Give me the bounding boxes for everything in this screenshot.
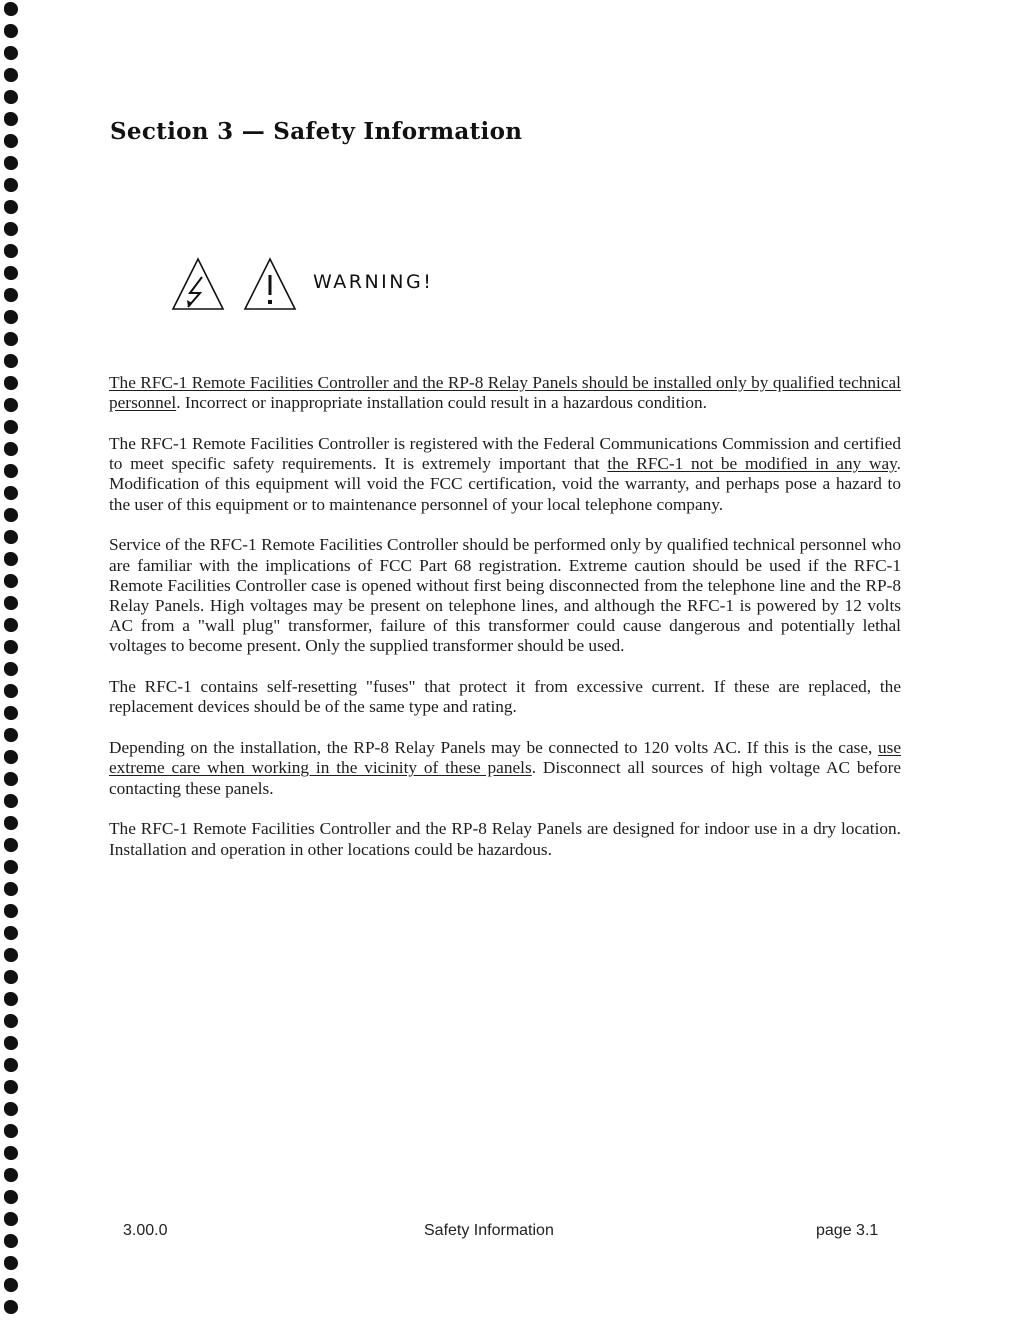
page-title: Section 3 — Safety Information [110,118,523,145]
binding-holes [0,0,28,1320]
binding-hole [4,970,18,984]
binding-hole [4,376,18,390]
binding-hole [4,1300,18,1314]
binding-hole [4,618,18,632]
binding-hole [4,46,18,60]
paragraph-text: Service of the RFC-1 Remote Facilities Controller should be performed only by qualified technical personnel who are familiar with the implications of FCC Part 68 registration. Extreme caution should be used if the RFC-1 Remote Facilities Controller case is opened without first being disconnected from the telephone line and the RP-8 Relay Panels. High voltages may be present on telephone lines, and although the RFC-1 is powered by 12 volts AC from a "wall plug" transformer, failure of this transformer could cause dangerous and potentially lethal voltages to become present. Only the supplied transformer should be used. [109,535,901,656]
caution-exclamation-icon [242,255,298,313]
binding-hole [4,1036,18,1050]
binding-hole [4,24,18,38]
binding-hole [4,1212,18,1226]
electrical-hazard-icon [170,255,226,313]
body-text [109,373,901,880]
binding-hole [4,222,18,236]
binding-hole [4,156,18,170]
binding-hole [4,838,18,852]
footer-version: 3.00.0 [123,1222,168,1239]
underlined-text: use extreme care when working in the vicinity of these panels [109,738,901,778]
binding-hole [4,772,18,786]
binding-hole [4,750,18,764]
binding-hole [4,442,18,456]
binding-hole [4,266,18,280]
binding-hole [4,1234,18,1248]
binding-hole [4,1146,18,1160]
binding-hole [4,508,18,522]
binding-hole [4,948,18,962]
binding-hole [4,662,18,676]
binding-hole [4,178,18,192]
binding-hole [4,904,18,918]
paragraph-text: . Incorrect or inappropriate installation could result in a hazardous condition. [176,393,707,413]
binding-hole [4,1058,18,1072]
binding-hole [4,1124,18,1138]
binding-hole [4,332,18,346]
binding-hole [4,640,18,654]
paragraph-text: The RFC-1 contains self-resetting "fuses" that protect it from excessive current. If these are replaced, the replacement devices should be of the same type and rating. [109,677,901,717]
binding-hole [4,596,18,610]
binding-hole [4,1278,18,1292]
binding-hole [4,530,18,544]
body-paragraph [109,677,901,717]
binding-hole [4,1080,18,1094]
paragraph-text: . Modification of this equipment will void the FCC certification, void the warranty, and perhaps pose a hazard to the user of this equipment or to maintenance personnel of your local telephone company. [109,454,901,514]
binding-hole [4,420,18,434]
underlined-text: The RFC-1 Remote Facilities Controller and the RP-8 Relay Panels should be installed only by qualified technical personnel [109,373,901,413]
binding-hole [4,1168,18,1182]
binding-hole [4,1102,18,1116]
body-paragraph [109,373,901,413]
binding-hole [4,728,18,742]
paragraph-text: Depending on the installation, the RP-8 Relay Panels may be connected to 120 volts AC. If this is the case, [109,738,878,758]
binding-hole [4,486,18,500]
underlined-text: the RFC-1 not be modified in any way [607,454,897,474]
binding-hole [4,574,18,588]
footer-section: Safety Information [424,1222,554,1239]
binding-hole [4,112,18,126]
body-paragraph [109,738,901,799]
binding-hole [4,1190,18,1204]
binding-hole [4,684,18,698]
binding-hole [4,90,18,104]
binding-hole [4,68,18,82]
paragraph-text: The RFC-1 Remote Facilities Controller is registered with the Federal Communications Commission and certified to meet specific safety requirements. It is extremely important that [109,434,901,474]
binding-hole [4,310,18,324]
binding-hole [4,354,18,368]
paragraph-text: . Disconnect all sources of high voltage AC before contacting these panels. [109,758,902,798]
body-paragraph [109,819,901,859]
warning-label: WARNING! [313,271,434,293]
binding-hole [4,816,18,830]
binding-hole [4,882,18,896]
binding-hole [4,244,18,258]
binding-hole [4,860,18,874]
footer-page-number: page 3.1 [816,1222,879,1239]
binding-hole [4,552,18,566]
binding-hole [4,706,18,720]
binding-hole [4,794,18,808]
binding-hole [4,398,18,412]
binding-hole [4,1256,18,1270]
binding-hole [4,2,18,16]
binding-hole [4,134,18,148]
body-paragraph [109,535,901,656]
binding-hole [4,1014,18,1028]
body-paragraph [109,434,901,515]
binding-hole [4,200,18,214]
binding-hole [4,464,18,478]
binding-hole [4,992,18,1006]
paragraph-text: The RFC-1 Remote Facilities Controller and the RP-8 Relay Panels are designed for indoor use in a dry location. Installation and operation in other locations could be hazardous. [109,819,901,859]
binding-hole [4,288,18,302]
binding-hole [4,926,18,940]
